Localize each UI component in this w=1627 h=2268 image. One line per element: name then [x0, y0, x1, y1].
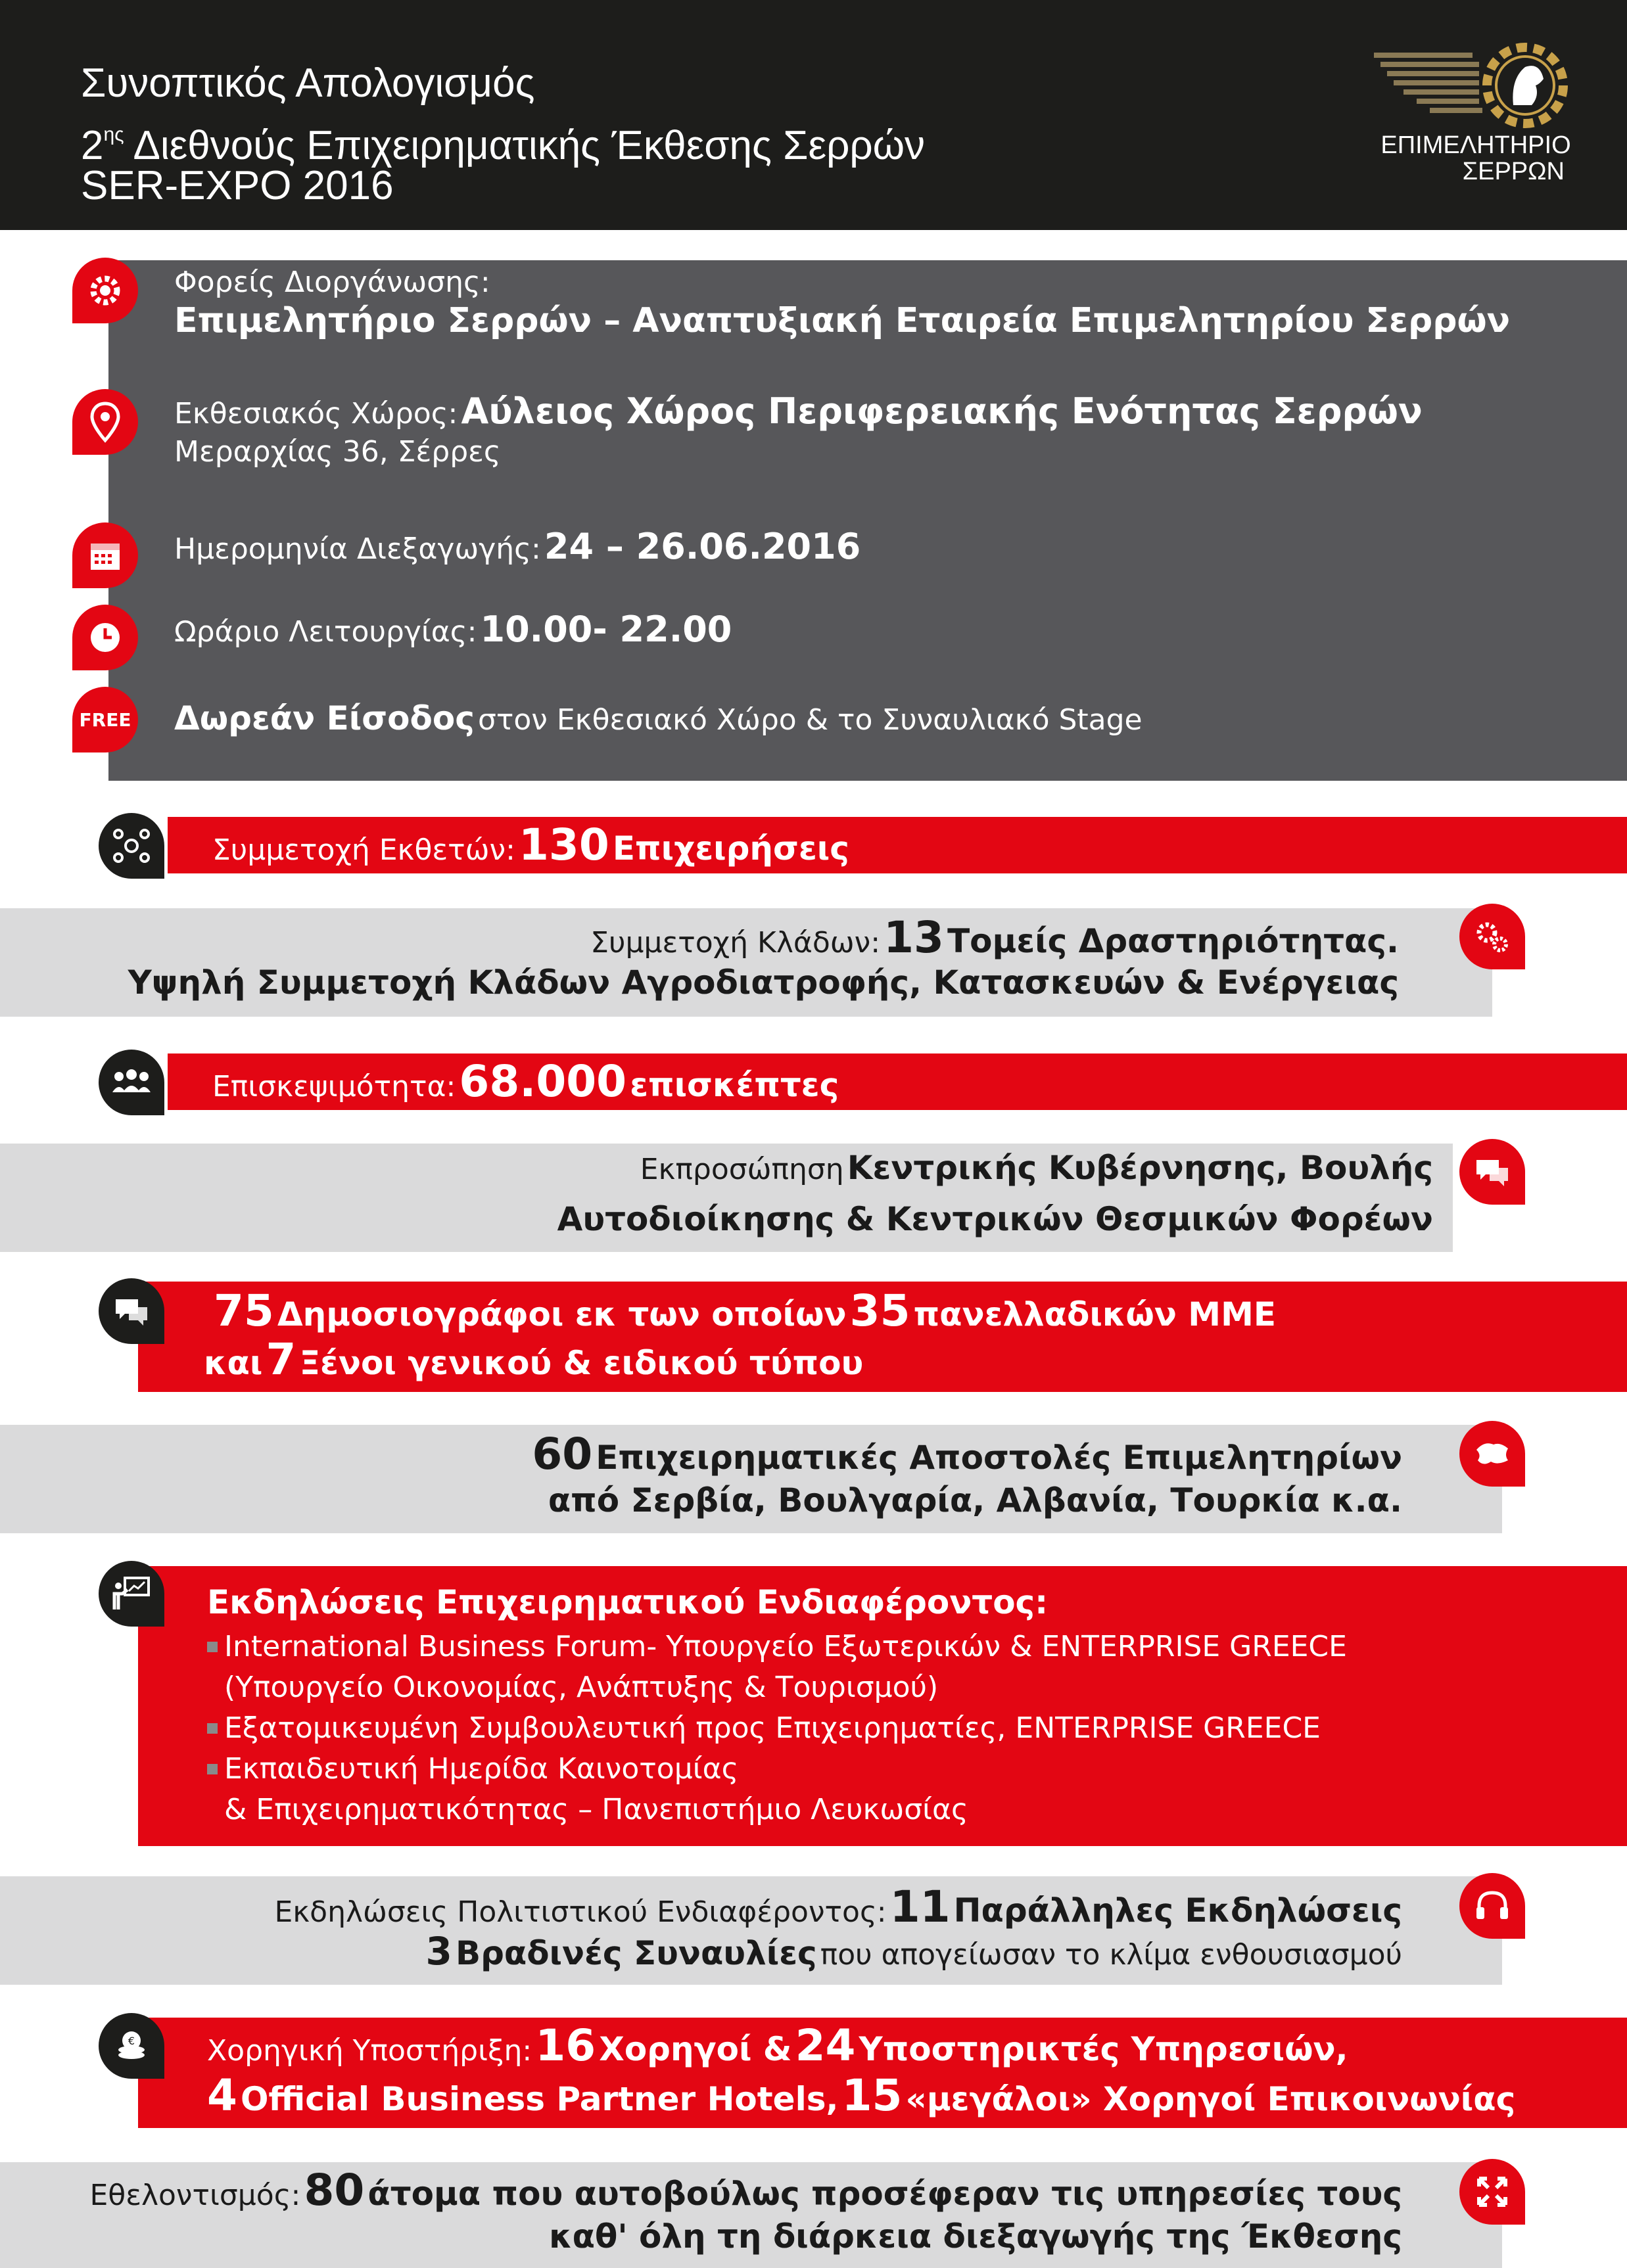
free-badge-icon: FREE: [72, 687, 138, 752]
cultural-bar: [0, 1876, 1502, 1985]
map-region-icon: [1459, 1421, 1525, 1487]
hours-line: Ωράριο Λειτουργίας: 10.00- 22.00: [174, 609, 732, 650]
date-line: Ημερομηνία Διεξαγωγής: 24 – 26.06.2016: [174, 526, 861, 567]
sponsorship-line-1: Χορηγική Υποστήριξη: 16 Χορηγοί & 24 Υποστηρικτές Υπηρεσιών,: [207, 2020, 1348, 2071]
calendar-icon: [72, 522, 138, 588]
presentation-board-icon: [99, 1561, 164, 1627]
event-info-panel: [108, 260, 1627, 781]
gears-icon: [1459, 904, 1525, 969]
organizers-value: Επιμελητήριο Σερρών – Αναπτυξιακή Εταιρεία Επιμελητηρίου Σερρών: [174, 301, 1511, 340]
chamber-logo: [1367, 33, 1584, 184]
people-group-icon: [99, 1050, 164, 1115]
journalists-line-1: 75 Δημοσιογράφοι εκ των οποίων 35 πανελλαδικών ΜΜΕ: [214, 1285, 1276, 1336]
business-event-item: Εκπαιδευτική Ημερίδα Καινοτομίας: [207, 1749, 1347, 1790]
volunteering-line-2: καθ' όλη τη διάρκεια διεξαγωγής της Έκθεσης: [549, 2217, 1402, 2256]
exhibitors-network-icon: [99, 813, 164, 879]
representation-line-2: Αυτοδιοίκησης & Κεντρικών Θεσμικών Φορέων: [557, 1200, 1433, 1238]
euro-coins-icon: [99, 2013, 164, 2079]
expand-arrows-icon: [1459, 2159, 1525, 2225]
journalists-bar: [138, 1282, 1627, 1392]
speech-bubbles-icon: [1459, 1139, 1525, 1205]
visitors-text: Επισκεψιμότητα: 68.000 επισκέπτες: [212, 1056, 839, 1107]
header-band: [0, 0, 1627, 230]
visitors-bar: [168, 1053, 1627, 1110]
exhibitors-text: Συμμετοχή Εκθετών: 130 Επιχειρήσεις: [212, 820, 849, 870]
missions-bar: [0, 1425, 1502, 1533]
volunteering-line-1: Εθελοντισμός: 80 άτομα που αυτοβούλως προσέφεραν τις υπηρεσίες τους: [89, 2165, 1402, 2215]
headphones-icon: [1459, 1873, 1525, 1939]
title-line-3: SER-EXPO 2016: [81, 163, 394, 208]
volunteering-bar: [0, 2162, 1502, 2268]
cultural-line-1: Εκδηλώσεις Πολιτιστικού Ενδιαφέροντος: 11 Παράλληλες Εκδηλώσεις: [274, 1882, 1402, 1932]
sectors-bar: [0, 908, 1492, 1017]
organizers-label: Φορείς Διοργάνωσης:: [174, 266, 490, 299]
business-events-title: Εκδηλώσεις Επιχειρηματικού Ενδιαφέροντος:: [207, 1583, 1049, 1621]
missions-line-2: από Σερβία, Βουλγαρία, Αλβανία, Τουρκία κ.α.: [548, 1481, 1402, 1519]
sponsorship-bar: [138, 2018, 1627, 2128]
cultural-line-2: 3 Βραδινές Συναυλίες που απογείωσαν το κλίμα ενθουσιασμού: [425, 1929, 1402, 1974]
sectors-line-1: Συμμετοχή Κλάδων: 13 Τομείς Δραστηριότητας.: [590, 912, 1399, 963]
location-pin-icon: [72, 389, 138, 455]
title-line-1: Συνοπτικός Απολογισμός: [81, 60, 535, 106]
entry-line: Δωρεάν Είσοδος στον Εκθεσιακό Χώρο & το Συναυλιακό Stage: [174, 699, 1143, 737]
business-event-item-cont: (Υπουργείο Οικονομίας, Ανάπτυξης & Τουρισμού): [224, 1671, 939, 1704]
chat-bubbles-icon: [99, 1278, 164, 1344]
business-events-list: [207, 1627, 1347, 1830]
exhibitors-bar: [168, 817, 1627, 873]
gear-icon: [72, 258, 138, 323]
sectors-line-2: Υψηλή Συμμετοχή Κλάδων Αγροδιατροφής, Κατασκευών & Ενέργειας: [128, 963, 1399, 1002]
title-line-2: $2^{\eta\varsigma}$ Διεθνούς Επιχειρηματικής Έκθεσης Σερρών: [81, 123, 926, 168]
svg-text:€: €: [128, 2035, 135, 2047]
chamber-emblem-icon: [1367, 33, 1584, 145]
venue-line: Εκθεσιακός Χώρος: Αύλειος Χώρος Περιφερειακής Ενότητας Σερρών: [174, 390, 1423, 432]
business-events-panel: [138, 1566, 1627, 1846]
venue-address: Μεραρχίας 36, Σέρρες: [174, 435, 501, 469]
logo-text-2: ΣΕΡΡΩΝ: [1462, 158, 1565, 185]
clock-icon: [72, 605, 138, 670]
representation-bar: [0, 1144, 1453, 1252]
business-event-item: Εξατομικευμένη Συμβουλευτική προς Επιχειρηματίες, ENTERPRISE GREECE: [207, 1708, 1347, 1749]
business-event-item-cont: & Επιχειρηματικότητας – Πανεπιστήμιο Λευκωσίας: [224, 1793, 968, 1826]
representation-line-1: Εκπροσώπηση Κεντρικής Κυβέρνησης, Βουλής: [640, 1149, 1433, 1187]
missions-line-1: 60 Επιχειρηματικές Αποστολές Επιμελητηρίων: [532, 1429, 1402, 1479]
journalists-line-2: και 7 Ξένοι γενικού & ειδικού τύπου: [204, 1334, 864, 1385]
sponsorship-line-2: 4 Official Business Partner Hotels, 15 «μεγάλοι» Χορηγοί Επικοινωνίας: [207, 2070, 1516, 2121]
business-event-item: International Business Forum- Υπουργείο Εξωτερικών & ENTERPRISE GREECE: [207, 1627, 1347, 1667]
logo-text-1: ΕΠΙΜΕΛΗΤΗΡΙΟ: [1380, 131, 1571, 159]
